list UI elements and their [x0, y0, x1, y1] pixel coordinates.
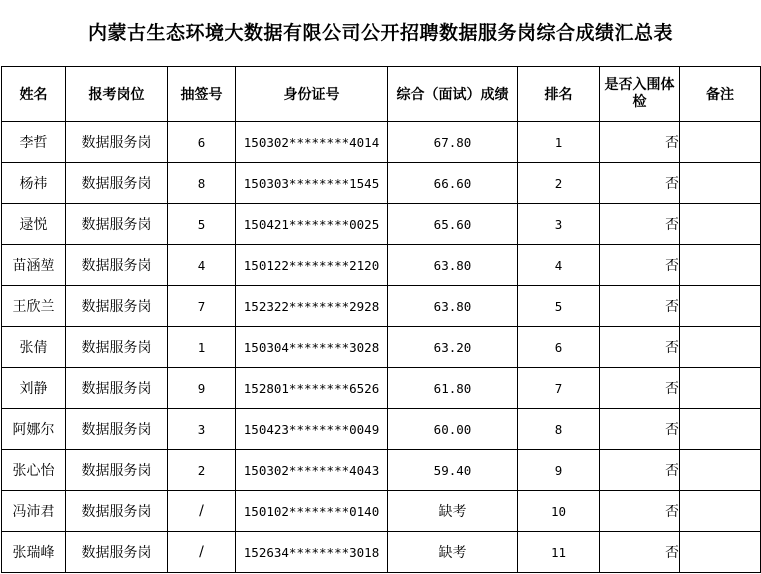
- score-table: [1, 66, 761, 573]
- cell-score: 63.80: [388, 286, 518, 327]
- cell-post: 数据服务岗: [66, 122, 168, 163]
- table-row: [2, 532, 761, 573]
- header-name: 姓名: [2, 67, 66, 122]
- cell-score: 61.80: [388, 368, 518, 409]
- cell-name: 杨祎: [2, 163, 66, 204]
- cell-rank: 1: [518, 122, 600, 163]
- cell-score: 67.80: [388, 122, 518, 163]
- cell-note: [680, 409, 761, 450]
- table-row: [2, 409, 761, 450]
- cell-note: [680, 368, 761, 409]
- cell-rank: 2: [518, 163, 600, 204]
- cell-rank: 3: [518, 204, 600, 245]
- cell-score: 缺考: [388, 491, 518, 532]
- cell-lot: 8: [168, 163, 236, 204]
- cell-physical-exam: 否: [600, 368, 680, 409]
- cell-physical-exam: 否: [600, 245, 680, 286]
- cell-name: 逯悦: [2, 204, 66, 245]
- cell-rank: 8: [518, 409, 600, 450]
- cell-post: 数据服务岗: [66, 327, 168, 368]
- table-row: [2, 245, 761, 286]
- cell-note: [680, 163, 761, 204]
- cell-id-number: 152801********6526: [236, 368, 388, 409]
- cell-physical-exam: 否: [600, 204, 680, 245]
- table-header-row: [2, 67, 761, 122]
- cell-lot: /: [168, 532, 236, 573]
- cell-note: [680, 286, 761, 327]
- cell-post: 数据服务岗: [66, 204, 168, 245]
- cell-physical-exam: 否: [600, 450, 680, 491]
- cell-note: [680, 532, 761, 573]
- cell-name: 李哲: [2, 122, 66, 163]
- cell-id-number: 150122********2120: [236, 245, 388, 286]
- cell-lot: 3: [168, 409, 236, 450]
- cell-lot: 2: [168, 450, 236, 491]
- cell-physical-exam: 否: [600, 532, 680, 573]
- cell-name: 刘静: [2, 368, 66, 409]
- cell-physical-exam: 否: [600, 491, 680, 532]
- sheet-title: 内蒙古生态环境大数据有限公司公开招聘数据服务岗综合成绩汇总表: [87, 22, 673, 44]
- cell-lot: 6: [168, 122, 236, 163]
- cell-post: 数据服务岗: [66, 491, 168, 532]
- cell-id-number: 150102********0140: [236, 491, 388, 532]
- cell-note: [680, 122, 761, 163]
- cell-post: 数据服务岗: [66, 163, 168, 204]
- cell-lot: 1: [168, 327, 236, 368]
- cell-id-number: 150303********1545: [236, 163, 388, 204]
- cell-rank: 5: [518, 286, 600, 327]
- cell-rank: 11: [518, 532, 600, 573]
- cell-lot: 7: [168, 286, 236, 327]
- table-row: [2, 327, 761, 368]
- cell-rank: 10: [518, 491, 600, 532]
- cell-physical-exam: 否: [600, 122, 680, 163]
- table-body: [2, 122, 761, 573]
- cell-physical-exam: 否: [600, 286, 680, 327]
- table-row: [2, 122, 761, 163]
- cell-id-number: 150304********3028: [236, 327, 388, 368]
- cell-id-number: 152322********2928: [236, 286, 388, 327]
- table-row: [2, 491, 761, 532]
- cell-rank: 4: [518, 245, 600, 286]
- cell-rank: 6: [518, 327, 600, 368]
- cell-id-number: 150302********4014: [236, 122, 388, 163]
- cell-score: 66.60: [388, 163, 518, 204]
- cell-name: 苗涵堃: [2, 245, 66, 286]
- cell-physical-exam: 否: [600, 163, 680, 204]
- cell-name: 张倩: [2, 327, 66, 368]
- cell-score: 缺考: [388, 532, 518, 573]
- header-physical-exam: 是否入围体检: [600, 67, 680, 122]
- cell-post: 数据服务岗: [66, 532, 168, 573]
- cell-note: [680, 204, 761, 245]
- cell-id-number: 152634********3018: [236, 532, 388, 573]
- cell-lot: 9: [168, 368, 236, 409]
- cell-rank: 9: [518, 450, 600, 491]
- header-post: 报考岗位: [66, 67, 168, 122]
- table-row: [2, 450, 761, 491]
- cell-lot: /: [168, 491, 236, 532]
- cell-post: 数据服务岗: [66, 245, 168, 286]
- header-id-number: 身份证号: [236, 67, 388, 122]
- cell-id-number: 150423********0049: [236, 409, 388, 450]
- table-row: [2, 368, 761, 409]
- cell-lot: 4: [168, 245, 236, 286]
- cell-rank: 7: [518, 368, 600, 409]
- cell-lot: 5: [168, 204, 236, 245]
- cell-name: 冯沛君: [2, 491, 66, 532]
- cell-name: 张心怡: [2, 450, 66, 491]
- cell-physical-exam: 否: [600, 327, 680, 368]
- cell-id-number: 150421********0025: [236, 204, 388, 245]
- cell-name: 王欣兰: [2, 286, 66, 327]
- cell-score: 59.40: [388, 450, 518, 491]
- cell-note: [680, 327, 761, 368]
- cell-name: 张瑞峰: [2, 532, 66, 573]
- header-score: 综合（面试）成绩: [388, 67, 518, 122]
- cell-score: 60.00: [388, 409, 518, 450]
- cell-score: 63.20: [388, 327, 518, 368]
- table-row: [2, 204, 761, 245]
- cell-score: 65.60: [388, 204, 518, 245]
- cell-note: [680, 491, 761, 532]
- cell-id-number: 150302********4043: [236, 450, 388, 491]
- cell-name: 阿娜尔: [2, 409, 66, 450]
- header-rank: 排名: [518, 67, 600, 122]
- cell-post: 数据服务岗: [66, 286, 168, 327]
- header-note: 备注: [680, 67, 761, 122]
- cell-post: 数据服务岗: [66, 409, 168, 450]
- cell-physical-exam: 否: [600, 409, 680, 450]
- table-row: [2, 163, 761, 204]
- cell-score: 63.80: [388, 245, 518, 286]
- cell-post: 数据服务岗: [66, 450, 168, 491]
- cell-post: 数据服务岗: [66, 368, 168, 409]
- header-lot: 抽签号: [168, 67, 236, 122]
- cell-note: [680, 245, 761, 286]
- cell-note: [680, 450, 761, 491]
- table-row: [2, 286, 761, 327]
